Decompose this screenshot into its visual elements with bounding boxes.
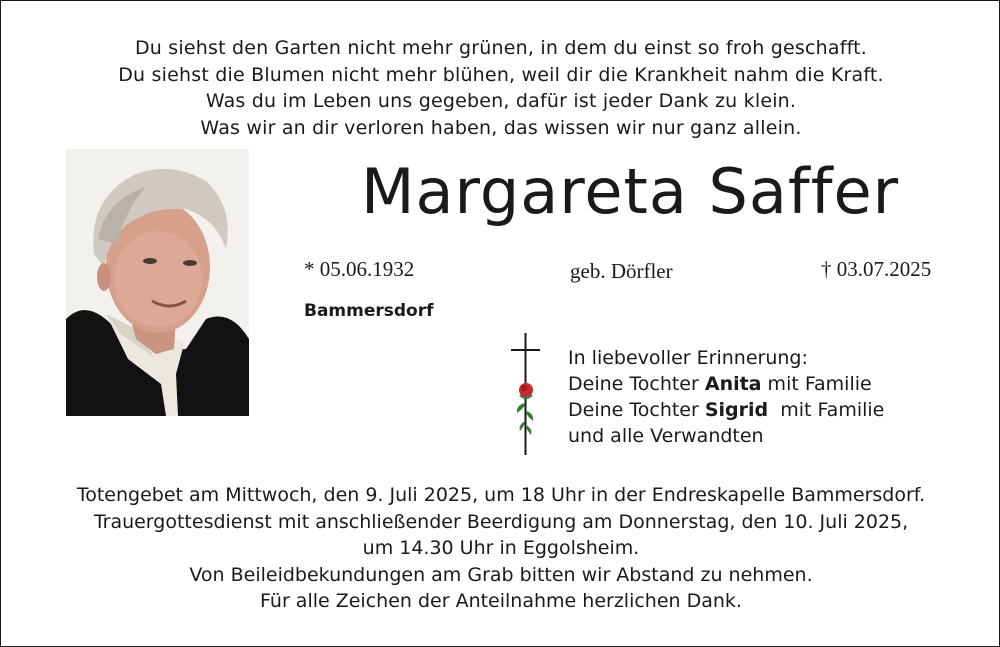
service-details <box>1 482 1000 615</box>
poem <box>1 35 1000 141</box>
poem-line-2: Du siehst die Blumen nicht mehr blühen, weil dir die Krankheit nahm die Kraft. <box>118 63 884 86</box>
poem-line-3: Was du im Leben uns gegeben, dafür ist jeder Dank zu klein. <box>205 90 797 112</box>
mourner-line-3: und alle Verwandten <box>568 425 764 447</box>
details-line-2: Trauergottesdienst mit anschließender Beerdigung am Donnerstag, den 10. Juli 2025, <box>93 510 909 533</box>
birth-date: * 05.06.1932 <box>304 257 415 281</box>
mourner-line-1 <box>568 371 884 397</box>
details-line-5: Für alle Zeichen der Anteilnahme herzlichen Dank. <box>260 590 742 612</box>
details-line-1: Totengebet am Mittwoch, den 9. Juli 2025, um 18 Uhr in der Endreskapelle Bammersdorf. <box>76 484 926 506</box>
mourners-block <box>568 345 884 449</box>
poem-line-1: Du siehst den Garten nicht mehr grünen, in dem du einst so froh geschafft. <box>134 37 868 59</box>
mourner-2-name: Sigrid <box>704 399 769 421</box>
cross-with-rose-icon <box>506 333 546 458</box>
deceased-name: Margareta Saffer <box>361 155 900 228</box>
hometown: Bammersdorf <box>304 301 434 321</box>
poem-line-4: Was wir an dir verloren haben, das wissen wir nur ganz allein. <box>200 116 802 139</box>
death-date: † 03.07.2025 <box>821 257 932 281</box>
mourner-2-prefix: Deine Tochter <box>568 399 705 421</box>
mourner-line-2 <box>568 397 884 423</box>
portrait-illustration <box>66 149 249 416</box>
mourner-1-prefix: Deine Tochter <box>568 373 705 395</box>
portrait-photo <box>66 149 249 416</box>
details-line-3: um 14.30 Uhr in Eggolsheim. <box>362 537 640 559</box>
mourners-intro: In liebevoller Erinnerung: <box>568 347 808 369</box>
maiden-name: geb. Dörfler <box>570 259 673 283</box>
mourner-1-suffix: mit Familie <box>761 373 872 395</box>
mourner-1-name: Anita <box>704 373 762 395</box>
mourner-2-suffix: mit Familie <box>768 399 885 421</box>
details-line-4: Von Beileidbekundungen am Grab bitten wir Abstand zu nehmen. <box>189 563 813 586</box>
